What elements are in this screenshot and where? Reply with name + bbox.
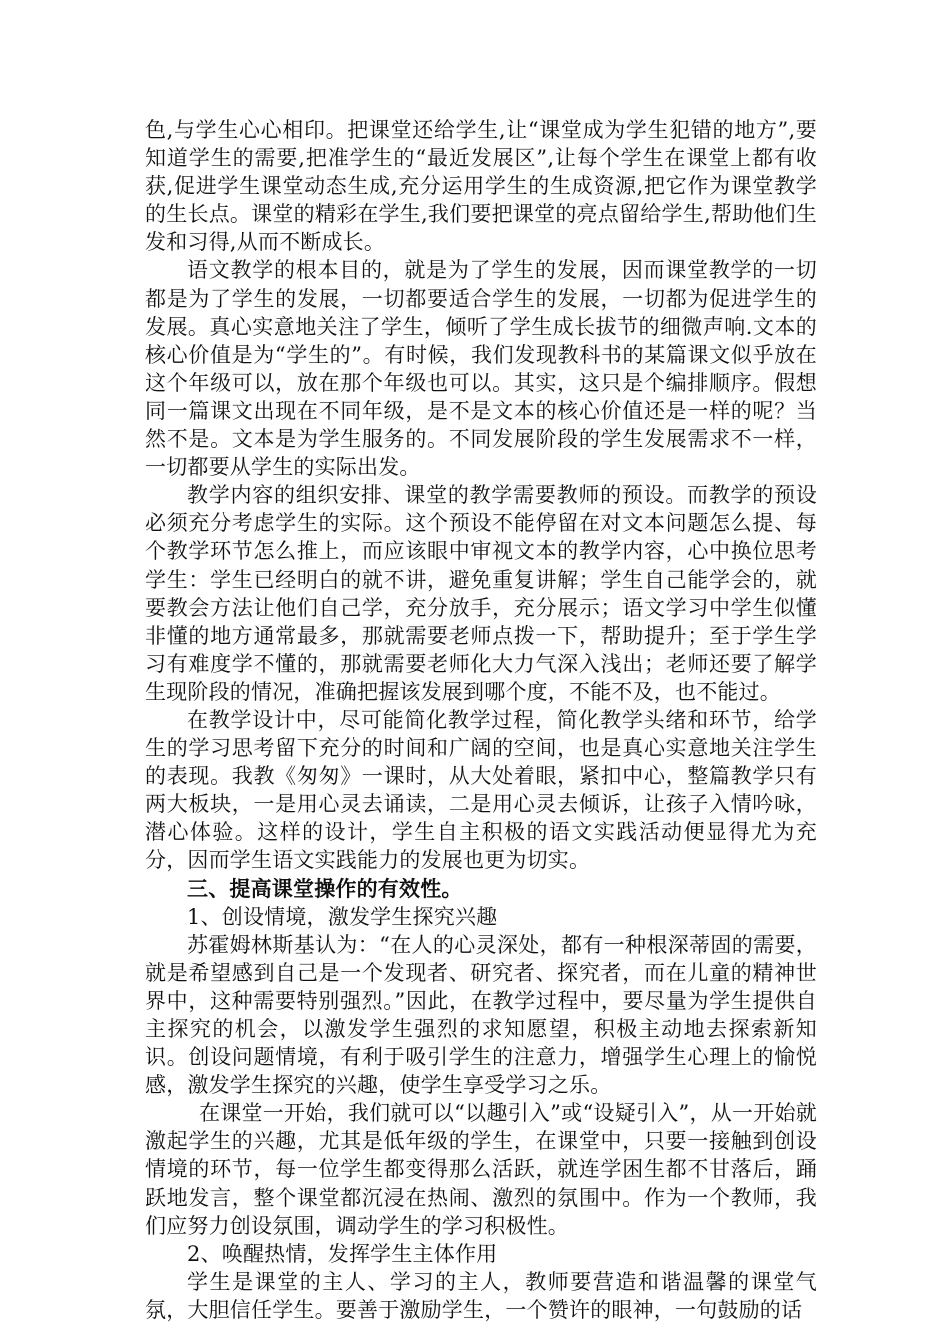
paragraph-quote: 苏霍姆林斯基认为：“在人的心灵深处，都有一种根深蒂固的需要，就是希望感到自己是一个发现者、研究者、探究者，而在儿童的精神世界中，这种需要特别强烈。”因此，在教学过程中，要尽量为学生提供自主探究的机会，以激发学生强烈的求知愿望，积极主动地去探索新知识。创设问题情境，有利于吸引学生的注意力，增强学生心理上的愉悦感，激发学生探究的兴趣，使学生享受学习之乐。 [145,932,817,1098]
paragraph-teaching-goal: 语文教学的根本目的，就是为了学生的发展，因而课堂教学的一切都是为了学生的发展，一切都要适合学生的发展，一切都为促进学生的发展。真心实意地关注了学生，倾听了学生成长拔节的细微声响.文本的核心价值是为“学生的”。有时候，我们发现教科书的某篇课文似乎放在这个年级可以，放在那个年级也可以。其实，这只是个编排顺序。假想同一篇课文出现在不同年级，是不是文本的核心价值还是一样的呢？当然不是。文本是为学生服务的。不同发展阶段的学生发展需求不一样，一切都要从学生的实际出发。 [145,258,817,480]
paragraph-lesson-start: 在课堂一开始，我们就可以“以趣引入”或“设疑引入”，从一开始就激起学生的兴趣，尤其是低年级的学生，在课堂中，只要一接触到创设情境的环节，每一位学生都变得那么活跃，就连学困生都不甘落后，踊跃地发言，整个课堂都沉浸在热闹、激烈的氛围中。作为一个教师，我们应努力创设氛围，调动学生的学习积极性。 [145,1101,817,1238]
section-heading: 三、提高课堂操作的有效性。 [187,875,463,901]
paragraph-continuation: 色,与学生心心相印。把课堂还给学生,让“课堂成为学生犯错的地方”,要知道学生的需要,把准学生的“最近发展区”,让每个学生在课堂上都有收获,促进学生课堂动态生成,充分运用学生的生成资源,把它作为课堂教学的生长点。课堂的精彩在学生,我们要把课堂的亮点留给学生,帮助他们生发和习得,从而不断成长。 [145,118,817,255]
paragraph-teaching-design: 在教学设计中，尽可能简化教学过程，简化教学头绪和环节，给学生的学习思考留下充分的时间和广阔的空间，也是真心实意地关注学生的表现。我教《匆匆》一课时，从大处着眼，紧扣中心，整篇教学只有两大板块，一是用心灵去诵读，二是用心灵去倾诉，让孩子入情吟咏，潜心体验。这样的设计，学生自主积极的语文实践活动便显得尤为充分，因而学生语文实践能力的发展也更为切实。 [145,707,817,873]
paragraph-student-master: 学生是课堂的主人、学习的主人，教师要营造和谐温馨的课堂气氛，大胆信任学生。要善于激励学生，一个赞许的眼神，一句鼓励的话 [145,1269,817,1322]
subsection-heading-1: 1、创设情境，激发学生探究兴趣 [187,904,498,929]
paragraph-teaching-content: 教学内容的组织安排、课堂的教学需要教师的预设。而教学的预设必须充分考虑学生的实际。这个预设不能停留在对文本问题怎么提、每个教学环节怎么推上，而应该眼中审视文本的教学内容，心中换位思考学生：学生已经明白的就不讲，避免重复讲解；学生自己能学会的，就要教会方法让他们自己学，充分放手，充分展示；语文学习中学生似懂非懂的地方通常最多，那就需要老师点拨一下，帮助提升；至于学生学习有难度学不懂的，那就需要老师化大力气深入浅出；老师还要了解学生现阶段的情况，准确把握该发展到哪个度，不能不及，也不能过。 [145,483,817,704]
document-body [145,116,817,1324]
subsection-heading-2: 2、唤醒热情，发挥学生主体作用 [187,1241,498,1266]
